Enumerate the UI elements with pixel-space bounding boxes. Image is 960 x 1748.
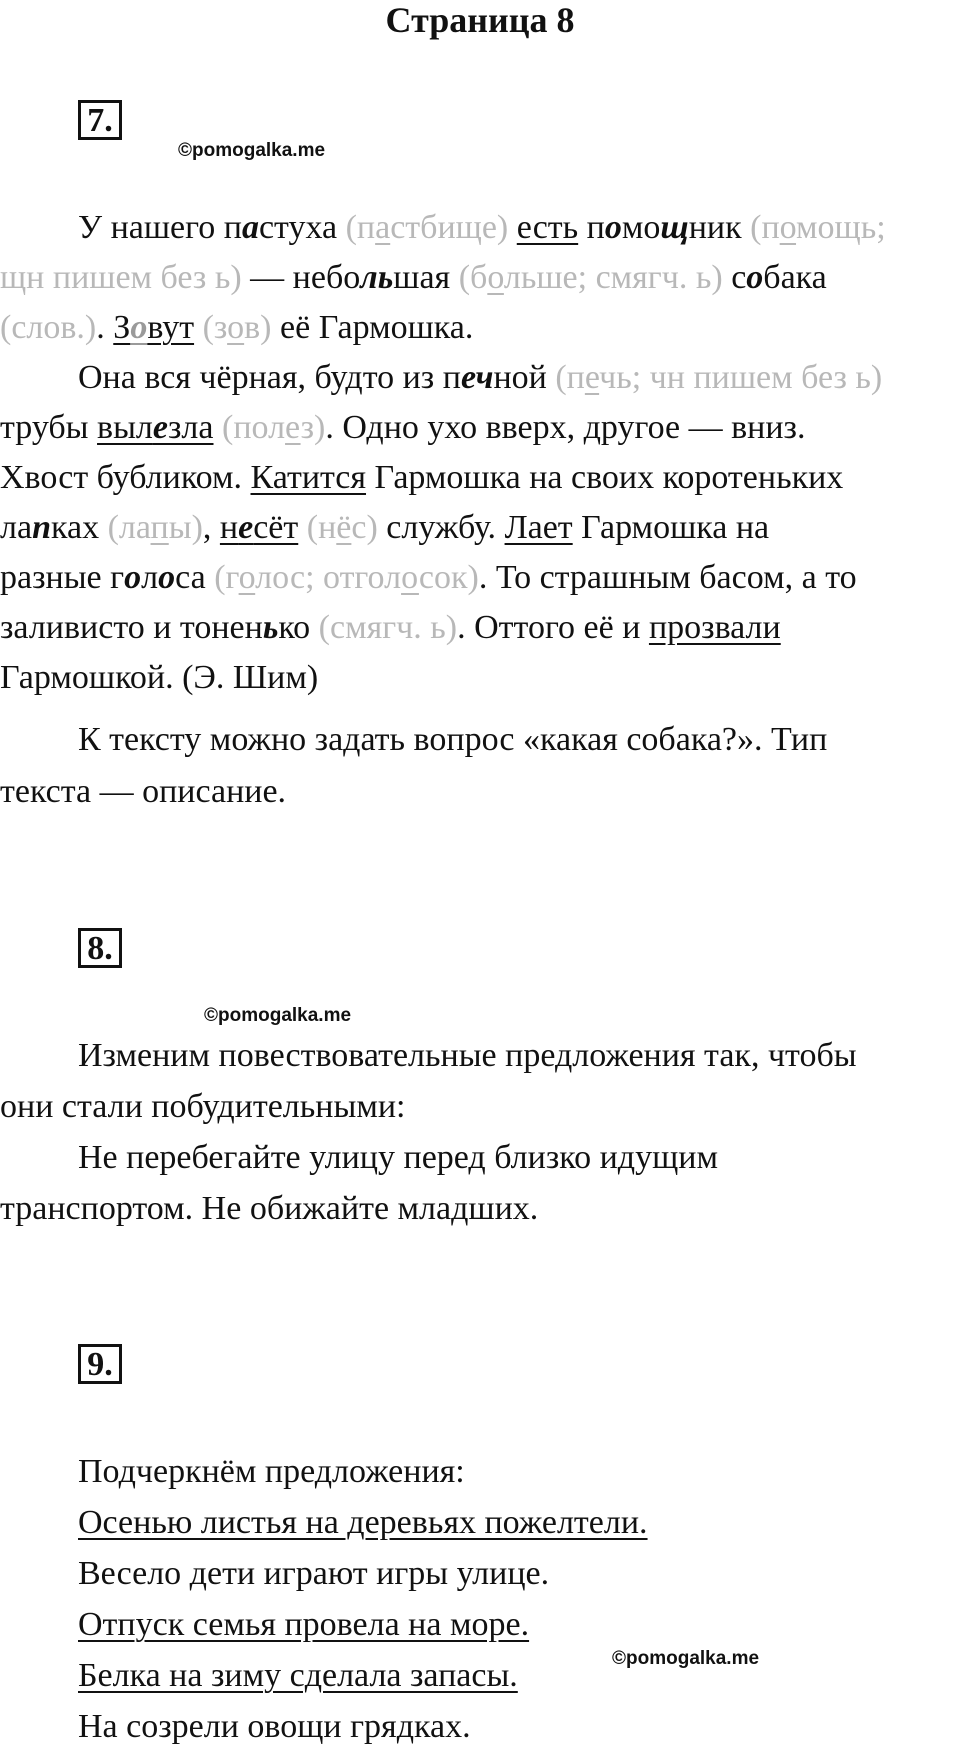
task9-sentence-3: Отпуск семья провела на море.: [78, 1606, 530, 1643]
task9-sentence-4: Белка на зиму сделала запасы.: [78, 1657, 518, 1694]
task7-line-10: Гармошкой. (Э. Шим): [0, 659, 319, 696]
task8-line-4: транспортом. Не обижайте младших.: [0, 1190, 539, 1227]
task9-intro: Подчеркнём предложения:: [78, 1453, 465, 1490]
task-number-8: 8.: [78, 928, 122, 968]
task-number-9: 9.: [78, 1344, 122, 1384]
task7-line-4: Она вся чёрная, будто из печной (печь; чн пишем без ь): [78, 359, 883, 396]
watermark: ©pomogalka.me: [204, 1005, 352, 1026]
task7-line-6: Хвост бубликом. Катится Гармошка на своих коротеньких: [0, 459, 844, 496]
task7-line-5: трубы вылезла (полез). Одно ухо вверх, другое — вниз.: [0, 409, 806, 446]
task8-line-1: Изменим повествовательные предложения так, чтобы: [78, 1037, 857, 1074]
task7-line-11: К тексту можно задать вопрос «какая собака?». Тип: [78, 721, 828, 758]
task8-line-3: Не перебегайте улицу перед близко идущим: [78, 1139, 718, 1176]
task7-line-8: разные голоса (голос; отголосок). То страшным басом, а то: [0, 559, 857, 596]
task8-line-2: они стали побудительными:: [0, 1088, 406, 1125]
task9-sentence-1: Осенью листья на деревьях пожелтели.: [78, 1504, 648, 1541]
task7-line-1: У нашего пастуха (пастбище) есть помощник (помощь;: [78, 209, 886, 246]
task7-line-7: лапках (лапы), несёт (нёс) службу. Лает Гармошка на: [0, 509, 770, 546]
task-number-7: 7.: [78, 100, 122, 140]
task7-line-3: (слов.). Зовут (зов) её Гармошка.: [0, 309, 474, 346]
page-title: Страница 8: [385, 0, 575, 40]
task9-sentence-2: Весело дети играют игры улице.: [78, 1555, 550, 1592]
watermark: ©pomogalka.me: [178, 140, 326, 161]
watermark: ©pomogalka.me: [612, 1648, 760, 1669]
task7-line-9: заливисто и тоненько (смягч. ь). Оттого её и прозвали: [0, 609, 781, 646]
task9-sentence-5: На созрели овощи грядках.: [78, 1708, 471, 1745]
task7-line-2: щн пишем без ь) — небольшая (больше; смягч. ь) собака: [0, 259, 827, 296]
task7-line-12: текста — описание.: [0, 773, 287, 810]
